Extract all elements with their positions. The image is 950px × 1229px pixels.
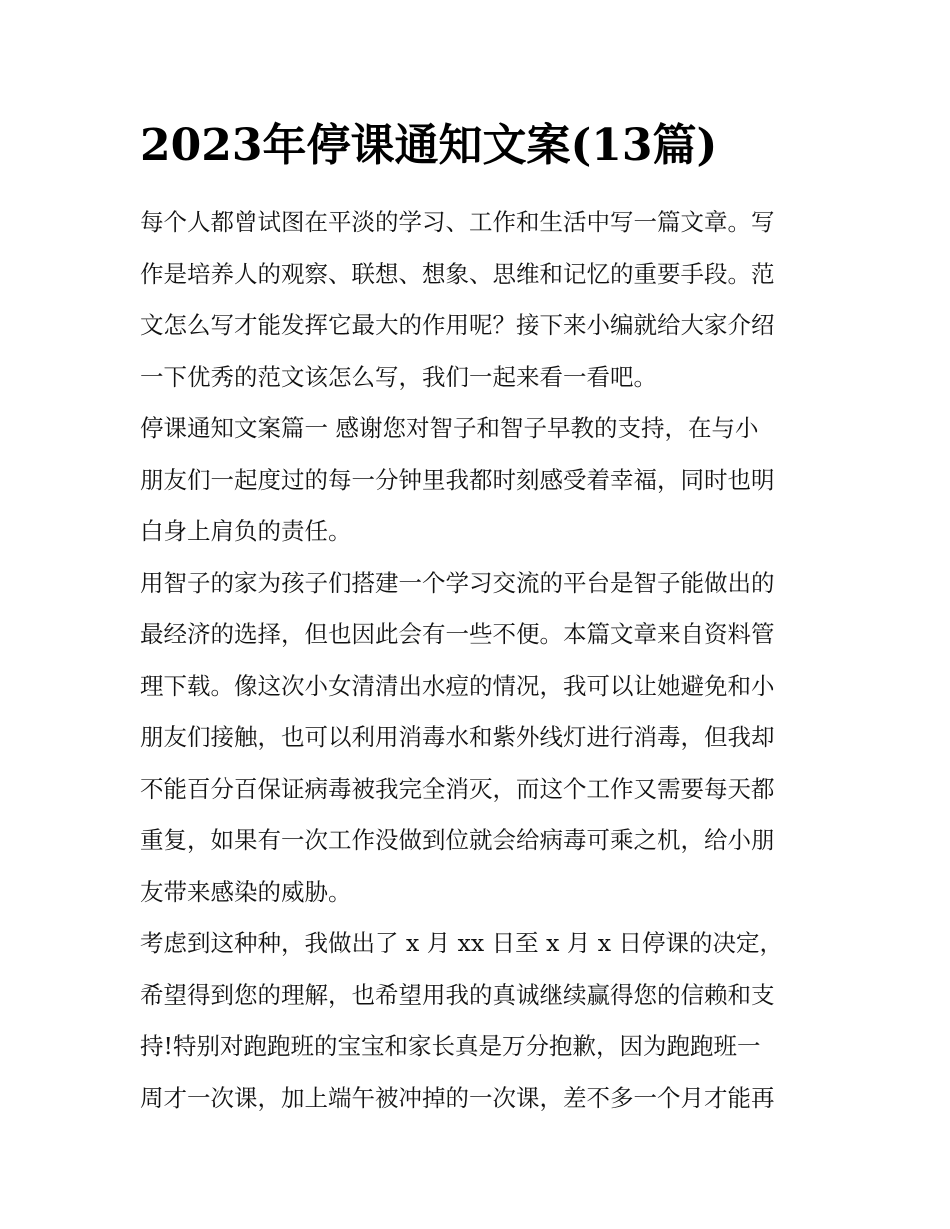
body-line: 重复，如果有一次工作没做到位就会给病毒可乘之机，给小朋 [140,826,775,854]
body-line: 作是培养人的观察、联想、想象、思维和记忆的重要手段。范 [140,259,775,288]
body-line: 友带来感染的威胁。 [140,877,352,906]
body-line: 周才一次课，加上端午被冲掉的一次课，差不多一个月才能再 [140,1083,775,1112]
body-line: 用智子的家为孩子们搭建一个学习交流的平台是智子能做出的 [140,568,775,597]
document-title: 2023年停课通知文案(13篇) [140,120,718,171]
body-line: 一下优秀的范文该怎么写，我们一起来看一看吧。 [140,362,657,391]
body-line: 持!特别对跑跑班的宝宝和家长真是万分抱歉，因为跑跑班一 [140,1032,761,1060]
body-line: 希望得到您的理解，也希望用我的真诚继续赢得您的信赖和支 [140,980,775,1009]
body-line: 不能百分百保证病毒被我完全消灭，而这个工作又需要每天都 [140,774,775,803]
body-line: 白身上肩负的责任。 [140,517,352,545]
body-line: 理下载。像这次小女清清出水痘的情况，我可以让她避免和小 [140,671,775,700]
body-line: 考虑到这种种，我做出了 x 月 xx 日至 x 月 x 日停课的决定， [140,929,784,957]
document-body [140,197,820,1124]
body-line: 每个人都曾试图在平淡的学习、工作和生活中写一篇文章。写 [140,208,775,236]
body-line: 停课通知文案篇一 感谢您对智子和智子早教的支持，在与小 [140,414,759,442]
body-line: 最经济的选择，但也因此会有一些不便。本篇文章来自资料管 [140,620,775,648]
body-line: 朋友们一起度过的每一分钟里我都时刻感受着幸福，同时也明 [140,465,775,494]
body-line: 朋友们接触，也可以利用消毒水和紫外线灯进行消毒，但我却 [140,723,775,751]
body-line: 文怎么写才能发挥它最大的作用呢？接下来小编就给大家介绍 [140,311,775,339]
